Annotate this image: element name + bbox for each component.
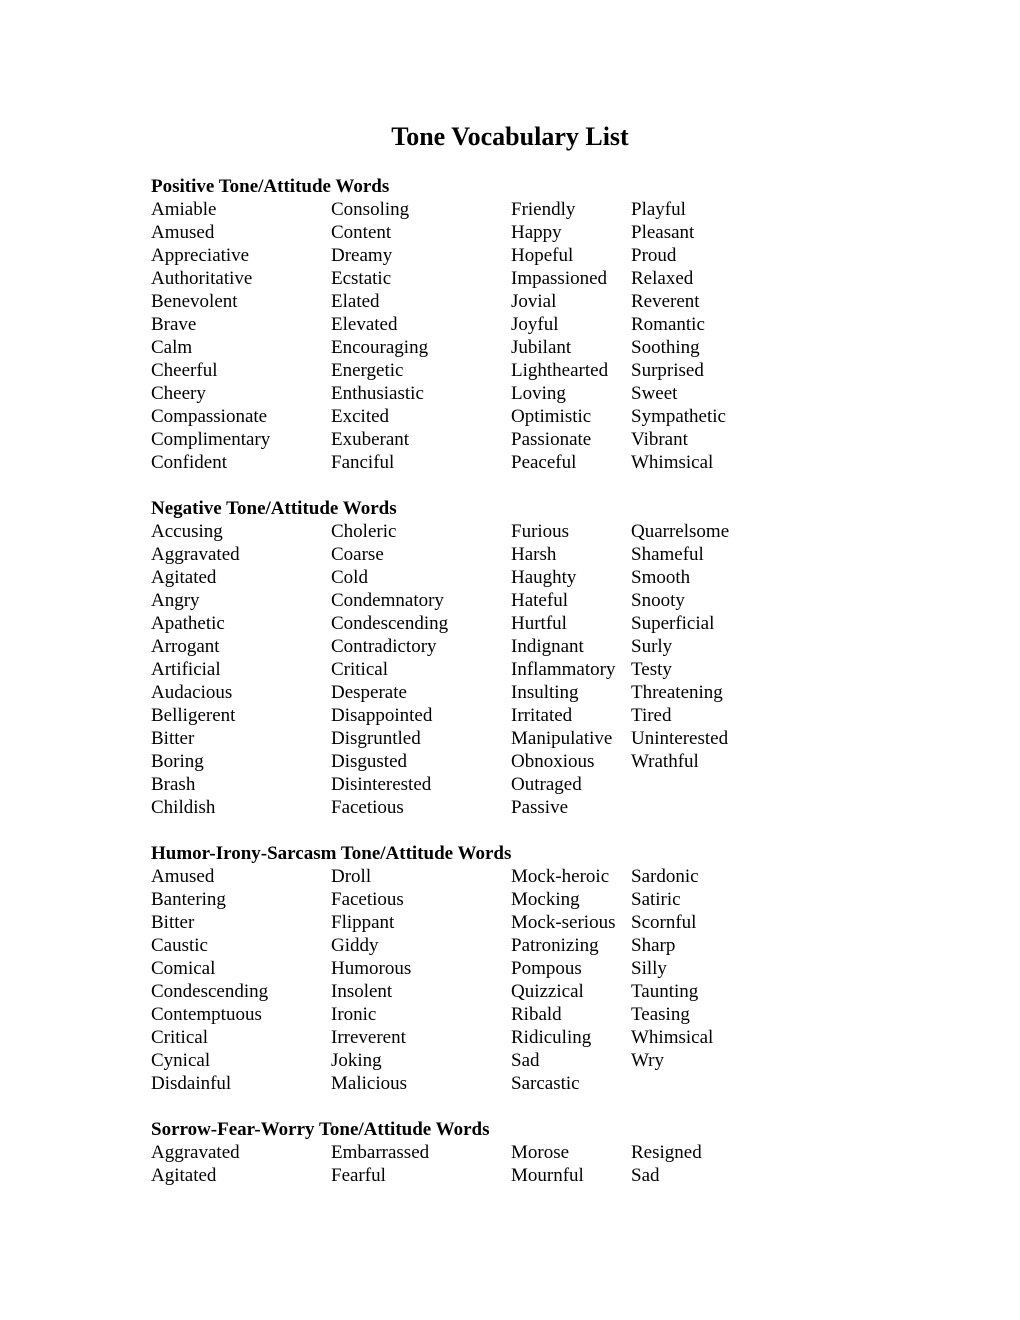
word-cell: Condemnatory: [331, 590, 444, 611]
word-cell: Threatening: [631, 682, 723, 703]
word-row: [151, 865, 851, 888]
word-cell: Inflammatory: [511, 659, 616, 680]
word-cell: Agitated: [151, 1165, 217, 1186]
word-cell: Vibrant: [631, 429, 688, 450]
word-row: [151, 1141, 851, 1164]
word-cell: Cold: [331, 567, 368, 588]
word-row: [151, 267, 851, 290]
word-cell: Brave: [151, 314, 197, 335]
word-section: [151, 497, 851, 819]
word-cell: Compassionate: [151, 406, 268, 427]
word-cell: Whimsical: [631, 452, 714, 473]
word-cell: Playful: [631, 199, 686, 220]
word-cell: Silly: [631, 958, 667, 979]
word-row: [151, 1072, 851, 1095]
word-cell: Contemptuous: [151, 1004, 262, 1025]
word-row: [151, 612, 851, 635]
word-cell: Aggravated: [151, 1142, 240, 1163]
word-row: [151, 290, 851, 313]
word-cell: [631, 796, 811, 819]
word-row: [151, 934, 851, 957]
word-row: [151, 658, 851, 681]
word-cell: Joyful: [511, 314, 559, 335]
word-section: [151, 1118, 851, 1187]
word-cell: Joking: [331, 1050, 382, 1071]
word-cell: Benevolent: [151, 291, 238, 312]
word-cell: Hateful: [511, 590, 568, 611]
word-row: [151, 428, 851, 451]
word-cell: Hopeful: [511, 245, 574, 266]
word-cell: Cynical: [151, 1050, 211, 1071]
word-row: [151, 727, 851, 750]
word-row: [151, 566, 851, 589]
word-cell: Snooty: [631, 590, 685, 611]
word-cell: Mournful: [511, 1165, 584, 1186]
word-cell: Artificial: [151, 659, 221, 680]
word-cell: Disgusted: [331, 751, 407, 772]
word-cell: Facetious: [331, 797, 404, 818]
word-cell: Pleasant: [631, 222, 695, 243]
word-cell: Haughty: [511, 567, 577, 588]
word-row: [151, 750, 851, 773]
word-cell: Reverent: [631, 291, 700, 312]
word-cell: Cheery: [151, 383, 206, 404]
word-cell: Disinterested: [331, 774, 432, 795]
word-cell: Peaceful: [511, 452, 577, 473]
word-cell: Amused: [151, 222, 215, 243]
word-cell: Fanciful: [331, 452, 395, 473]
word-cell: Passive: [511, 797, 568, 818]
word-cell: Disgruntled: [331, 728, 421, 749]
word-cell: Resigned: [631, 1142, 702, 1163]
word-cell: Droll: [331, 866, 372, 887]
word-cell: Sad: [511, 1050, 540, 1071]
word-cell: Surprised: [631, 360, 704, 381]
word-cell: Mock-heroic: [511, 866, 610, 887]
word-cell: Fearful: [331, 1165, 386, 1186]
word-cell: Uninterested: [631, 728, 729, 749]
word-cell: Patronizing: [511, 935, 599, 956]
word-cell: Disdainful: [151, 1073, 232, 1094]
word-cell: Shameful: [631, 544, 704, 565]
word-cell: Audacious: [151, 682, 233, 703]
word-cell: Boring: [151, 751, 204, 772]
word-cell: Romantic: [631, 314, 705, 335]
word-cell: Facetious: [331, 889, 404, 910]
word-row: [151, 336, 851, 359]
word-cell: Pompous: [511, 958, 582, 979]
word-cell: Comical: [151, 958, 216, 979]
word-cell: Lighthearted: [511, 360, 609, 381]
word-cell: Disappointed: [331, 705, 433, 726]
word-cell: Manipulative: [511, 728, 613, 749]
word-cell: Embarrassed: [331, 1142, 430, 1163]
word-cell: Childish: [151, 797, 216, 818]
word-cell: Humorous: [331, 958, 412, 979]
word-cell: Superficial: [631, 613, 715, 634]
word-cell: Insolent: [331, 981, 393, 1002]
word-cell: Mock-serious: [511, 912, 616, 933]
word-row: [151, 405, 851, 428]
word-row: [151, 980, 851, 1003]
word-row: [151, 1003, 851, 1026]
word-cell: Content: [331, 222, 392, 243]
word-row: [151, 244, 851, 267]
word-cell: Excited: [331, 406, 390, 427]
word-cell: Outraged: [511, 774, 582, 795]
word-cell: Quarrelsome: [631, 521, 730, 542]
word-cell: Jovial: [511, 291, 557, 312]
word-cell: Ribald: [511, 1004, 562, 1025]
word-cell: Cheerful: [151, 360, 218, 381]
word-row: [151, 198, 851, 221]
word-cell: Sweet: [631, 383, 678, 404]
word-row: [151, 911, 851, 934]
word-cell: Ironic: [331, 1004, 377, 1025]
word-cell: [631, 1072, 811, 1095]
word-row: [151, 681, 851, 704]
word-cell: Scornful: [631, 912, 697, 933]
word-cell: Bantering: [151, 889, 226, 910]
word-cell: Hurtful: [511, 613, 567, 634]
word-cell: Satiric: [631, 889, 681, 910]
section-heading: Positive Tone/Attitude Words: [151, 176, 390, 197]
word-row: [151, 1026, 851, 1049]
word-cell: Angry: [151, 590, 200, 611]
word-row: [151, 589, 851, 612]
word-row: [151, 957, 851, 980]
word-cell: Sarcastic: [511, 1073, 580, 1094]
word-row: [151, 221, 851, 244]
word-cell: Passionate: [511, 429, 592, 450]
word-cell: Jubilant: [511, 337, 572, 358]
word-cell: Critical: [331, 659, 388, 680]
word-cell: Furious: [511, 521, 570, 542]
word-cell: Whimsical: [631, 1027, 714, 1048]
word-cell: Soothing: [631, 337, 700, 358]
word-row: [151, 359, 851, 382]
word-cell: Dreamy: [331, 245, 393, 266]
word-cell: Harsh: [511, 544, 557, 565]
word-cell: Sad: [631, 1165, 660, 1186]
word-cell: Insulting: [511, 682, 579, 703]
word-cell: Calm: [151, 337, 193, 358]
word-cell: Testy: [631, 659, 672, 680]
word-row: [151, 451, 851, 474]
word-cell: Obnoxious: [511, 751, 595, 772]
word-cell: Amiable: [151, 199, 217, 220]
word-cell: Critical: [151, 1027, 208, 1048]
word-cell: Apathetic: [151, 613, 225, 634]
word-row: [151, 520, 851, 543]
word-cell: Friendly: [511, 199, 576, 220]
word-cell: Sympathetic: [631, 406, 726, 427]
word-cell: Impassioned: [511, 268, 608, 289]
section-heading: Negative Tone/Attitude Words: [151, 498, 397, 519]
word-row: [151, 704, 851, 727]
word-cell: Ecstatic: [331, 268, 392, 289]
word-cell: Bitter: [151, 728, 195, 749]
word-cell: Complimentary: [151, 429, 271, 450]
word-cell: Contradictory: [331, 636, 437, 657]
word-cell: Mocking: [511, 889, 580, 910]
word-cell: Smooth: [631, 567, 691, 588]
word-cell: Authoritative: [151, 268, 253, 289]
word-cell: Arrogant: [151, 636, 220, 657]
word-row: [151, 888, 851, 911]
word-row: [151, 313, 851, 336]
word-cell: Loving: [511, 383, 566, 404]
word-cell: Surly: [631, 636, 673, 657]
word-section: [151, 175, 851, 474]
word-cell: Elevated: [331, 314, 398, 335]
word-cell: Appreciative: [151, 245, 250, 266]
word-cell: Agitated: [151, 567, 217, 588]
word-row: [151, 382, 851, 405]
word-cell: Sardonic: [631, 866, 699, 887]
word-cell: Teasing: [631, 1004, 690, 1025]
word-cell: Morose: [511, 1142, 570, 1163]
word-cell: Desperate: [331, 682, 407, 703]
section-heading: Humor-Irony-Sarcasm Tone/Attitude Words: [151, 843, 512, 864]
word-cell: Elated: [331, 291, 380, 312]
word-row: [151, 543, 851, 566]
word-cell: Condescending: [331, 613, 449, 634]
word-cell: Wry: [631, 1050, 664, 1071]
word-cell: Relaxed: [631, 268, 694, 289]
word-cell: Amused: [151, 866, 215, 887]
word-cell: Belligerent: [151, 705, 236, 726]
word-cell: Quizzical: [511, 981, 584, 1002]
word-cell: Choleric: [331, 521, 397, 542]
word-row: [151, 635, 851, 658]
word-cell: Confident: [151, 452, 227, 473]
word-cell: Bitter: [151, 912, 195, 933]
word-cell: Sharp: [631, 935, 676, 956]
word-cell: Aggravated: [151, 544, 240, 565]
word-cell: Encouraging: [331, 337, 429, 358]
word-cell: Accusing: [151, 521, 223, 542]
word-cell: Irreverent: [331, 1027, 406, 1048]
word-cell: Taunting: [631, 981, 699, 1002]
word-row: [151, 796, 851, 819]
word-row: [151, 1049, 851, 1072]
word-cell: Tired: [631, 705, 672, 726]
section-heading: Sorrow-Fear-Worry Tone/Attitude Words: [151, 1119, 490, 1140]
word-cell: Ridiculing: [511, 1027, 592, 1048]
word-cell: Wrathful: [631, 751, 699, 772]
word-row: [151, 1164, 851, 1187]
word-cell: Brash: [151, 774, 196, 795]
word-cell: Consoling: [331, 199, 410, 220]
word-cell: Enthusiastic: [331, 383, 424, 404]
word-section: [151, 842, 851, 1095]
word-cell: Energetic: [331, 360, 404, 381]
page-title: Tone Vocabulary List: [391, 122, 629, 151]
word-cell: Flippant: [331, 912, 395, 933]
word-row: [151, 773, 851, 796]
word-cell: Coarse: [331, 544, 384, 565]
word-cell: Malicious: [331, 1073, 407, 1094]
word-cell: [631, 773, 811, 796]
word-cell: Happy: [511, 222, 562, 243]
word-cell: Exuberant: [331, 429, 410, 450]
word-cell: Irritated: [511, 705, 573, 726]
vocabulary-content: [151, 175, 851, 1210]
word-cell: Proud: [631, 245, 677, 266]
word-cell: Giddy: [331, 935, 379, 956]
word-cell: Caustic: [151, 935, 208, 956]
word-cell: Condescending: [151, 981, 269, 1002]
word-cell: Optimistic: [511, 406, 592, 427]
word-cell: Indignant: [511, 636, 584, 657]
